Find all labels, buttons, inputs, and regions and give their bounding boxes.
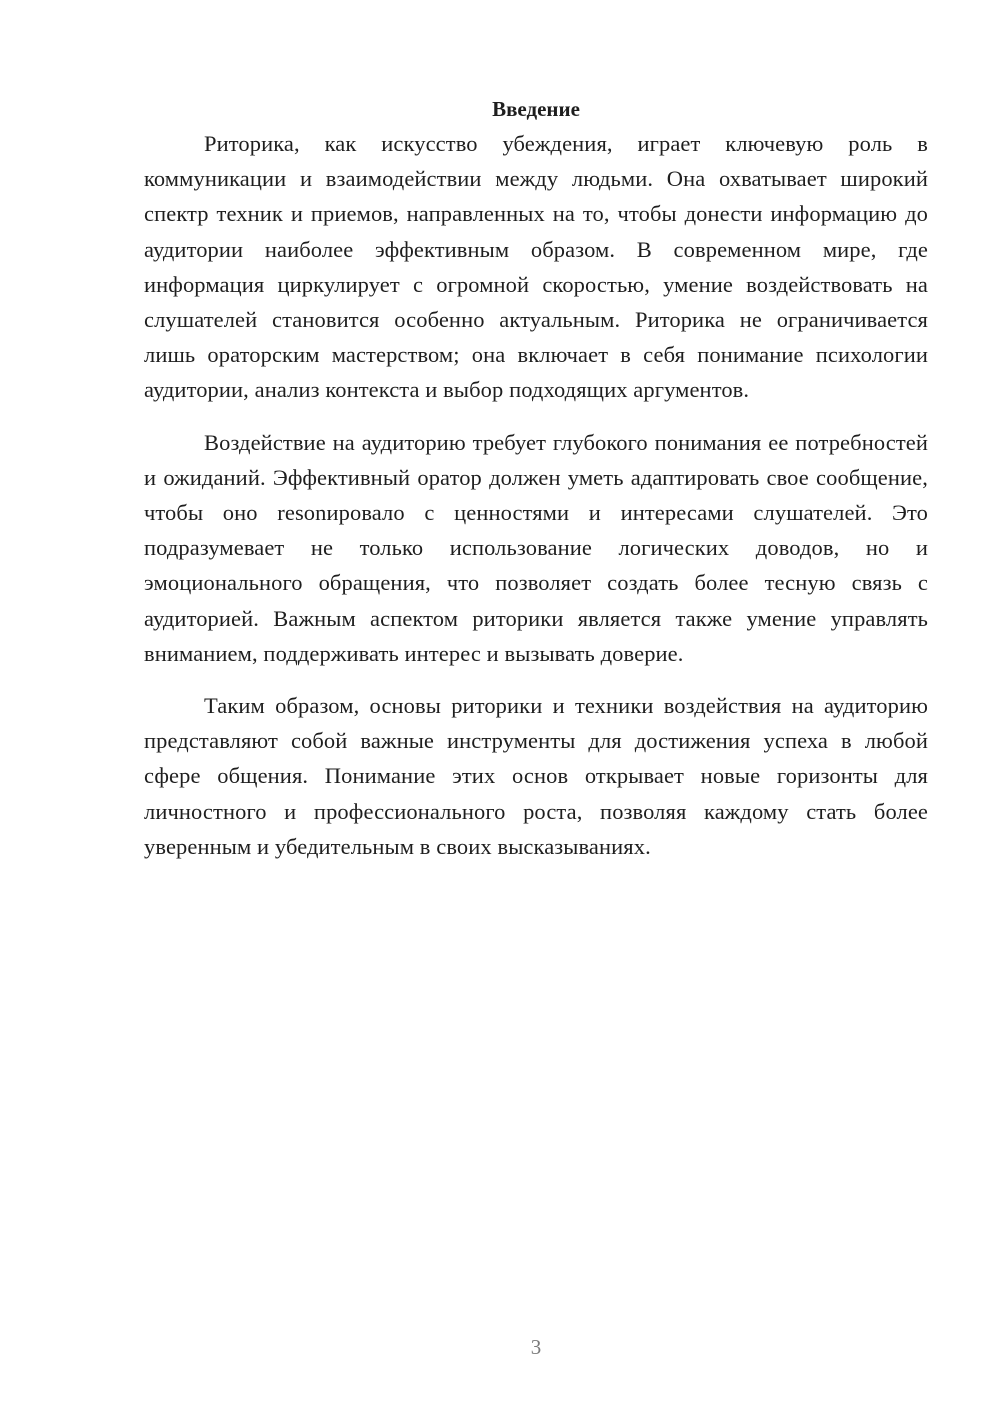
- paragraph-3: Таким образом, основы риторики и техники воздействия на аудиторию представляют собой важные инструменты для достижения успеха в любой сфере общения. Понимание этих основ открывает новые горизонты для личностного и профессионального роста, позволяя каждому стать более уверенным и убедительным в своих высказываниях.: [144, 693, 928, 859]
- page-content: [144, 92, 928, 864]
- section-heading: Введение: [492, 97, 580, 121]
- paragraph-1: Риторика, как искусство убеждения, играет ключевую роль в коммуникации и взаимодействии между людьми. Она охватывает широкий спектр техник и приемов, направленных на то, чтобы донести информацию до аудитории наиболее эффективным образом. В современном мире, где информация циркулирует с огромной скоростью, умение воздействовать на слушателей становится особенно актуальным. Риторика не ограничивается лишь ораторским мастерством; она включает в себя понимание психологии аудитории, анализ контекста и выбор подходящих аргументов.: [144, 131, 928, 403]
- page-number: 3: [530, 1335, 542, 1359]
- paragraph-2: Воздействие на аудиторию требует глубокого понимания ее потребностей и ожиданий. Эффективный оратор должен уметь адаптировать свое сообщение, чтобы оно resonировало с ценностями и интересами слушателей. Это подразумевает не только использование логических доводов, но и эмоционального обращения, что позволяет создать более тесную связь с аудиторией. Важным аспектом риторики является также умение управлять вниманием, поддерживать интерес и вызывать доверие.: [144, 429, 928, 666]
